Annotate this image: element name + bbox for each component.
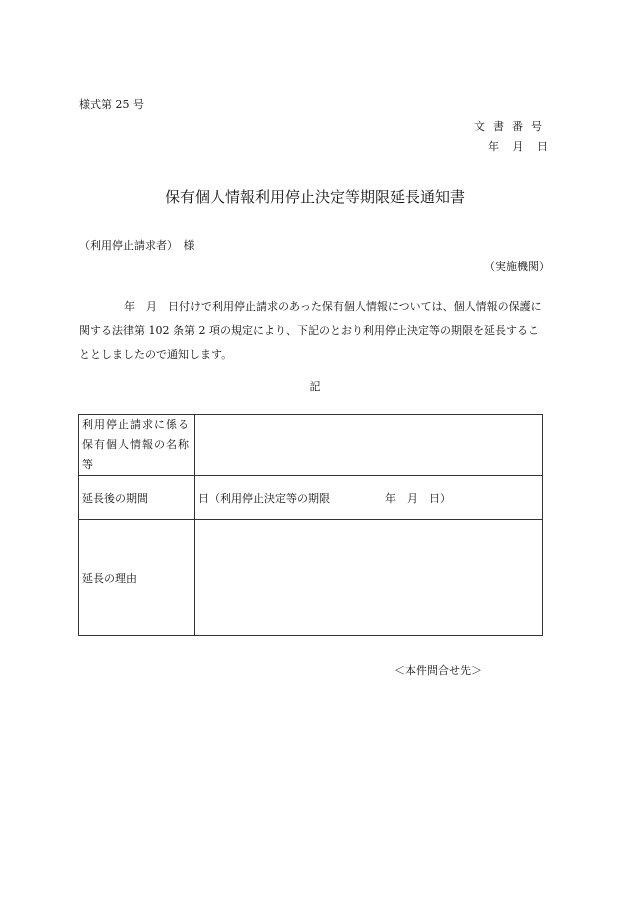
document-date-label: 年 月 日: [488, 140, 550, 153]
row-value-info-name: [195, 415, 543, 476]
table-row: [79, 415, 543, 476]
form-number: 様式第 25 号: [79, 98, 144, 111]
row-label-extension-reason: 延長の理由: [79, 520, 195, 636]
document-title: 保有個人情報利用停止決定等期限延長通知書: [164, 188, 465, 206]
row-label-info-name: 利用停止請求に係る保有個人情報の名称等: [79, 415, 195, 476]
body-text: 年 月 日付けで利用停止請求のあった保有個人情報については、個人情報の保護に関する法律第 102 条第 2 項の規定により、下記のとおり利用停止決定等の期限を延長することとしましたので通知します。: [79, 300, 542, 361]
ki-heading: 記: [309, 380, 321, 393]
recipient-line: （利用停止請求者） 様: [79, 239, 195, 252]
issuer-line: （実施機関）: [484, 260, 550, 273]
table-row: [79, 520, 543, 636]
row-value-extended-period: 日（利用停止決定等の期限 年 月 日）: [195, 476, 543, 520]
body-paragraph: [79, 295, 549, 367]
contact-heading: ＜本件問合せ先＞: [394, 664, 482, 677]
document-number-label: 文書番号: [474, 120, 550, 133]
row-value-extension-reason: [195, 520, 543, 636]
row-label-extended-period: 延長後の期間: [79, 476, 195, 520]
table-row: [79, 476, 543, 520]
detail-table: [78, 414, 543, 636]
